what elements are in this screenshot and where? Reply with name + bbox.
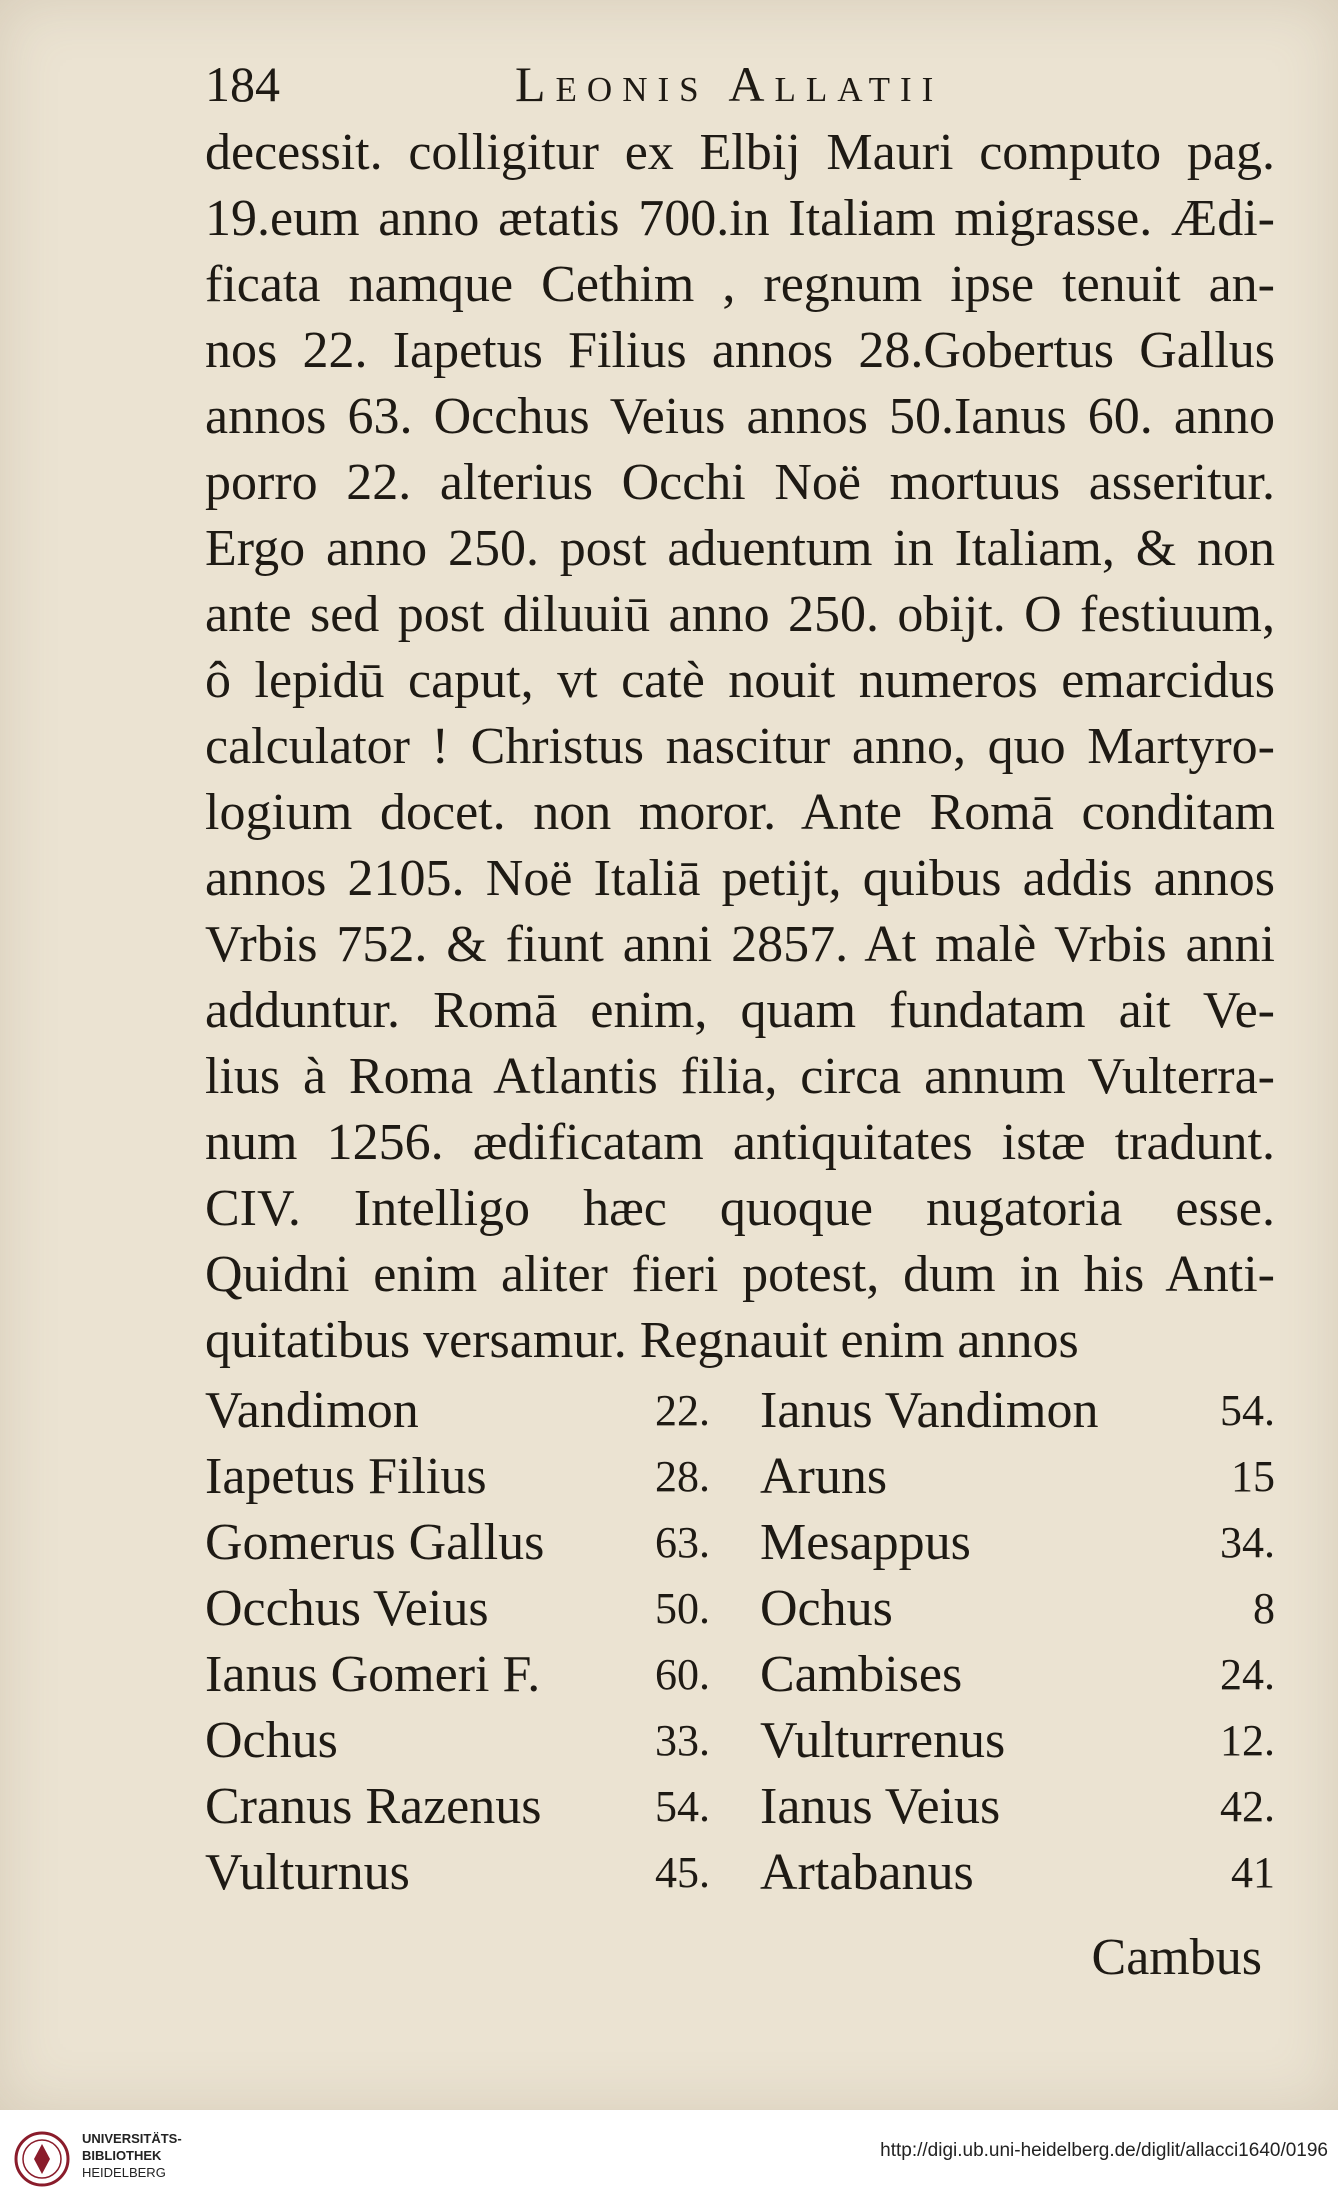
text-line: num 1256. ædificatam antiquitates istæ tradunt. [205,1114,1275,1171]
right-ruler-years: 8 [1253,1584,1275,1633]
right-ruler-years: 15 [1231,1452,1275,1501]
reign-table [205,1378,1275,1906]
text-line: quitatibus versamur. Regnauit enim annos [205,1312,1079,1369]
table-row [205,1708,1275,1774]
table-row [205,1444,1275,1510]
table-row [205,1642,1275,1708]
left-ruler-name: Vulturnus [205,1844,410,1901]
right-ruler-name: Aruns [760,1448,888,1505]
right-ruler-name: Cambises [760,1646,963,1703]
library-line-3: HEIDELBERG [82,2165,166,2180]
left-ruler-name: Ochus [205,1712,338,1769]
table-row [205,1510,1275,1576]
right-ruler-years: 42. [1220,1782,1275,1831]
right-ruler-years: 12. [1220,1716,1275,1765]
left-ruler-years: 54. [655,1782,710,1831]
body-text [205,120,1275,1374]
left-ruler-years: 63. [655,1518,710,1567]
footer [0,2110,1338,2207]
table-row [205,1576,1275,1642]
left-ruler-years: 50. [655,1584,710,1633]
left-ruler-name: Iapetus Filius [205,1448,487,1505]
university-seal-icon [12,2124,72,2194]
text-line: adduntur. Romā enim, quam fundatam ait Ve- [205,982,1275,1039]
left-ruler-name: Ianus Gomeri F. [205,1646,541,1703]
text-line: Ergo anno 250. post aduentum in Italiam, & non [205,520,1275,577]
text-line: ante sed post diluuiū anno 250. obijt. O festiuum, [205,586,1275,643]
text-line: 19.eum anno ætatis 700.in Italiam migrasse. Ædi- [205,190,1275,247]
running-title: Leonis Allatii [515,56,944,112]
table-row [205,1774,1275,1840]
left-ruler-name: Cranus Razenus [205,1778,542,1835]
text-line: logium docet. non moror. Ante Romā conditam [205,784,1275,841]
right-ruler-years: 54. [1220,1386,1275,1435]
table-row [205,1840,1275,1906]
table-row [205,1378,1275,1444]
right-ruler-name: Artabanus [760,1844,974,1901]
left-ruler-name: Vandimon [205,1382,419,1439]
left-ruler-name: Occhus Veius [205,1580,489,1637]
right-ruler-years: 34. [1220,1518,1275,1567]
right-ruler-name: Ianus Veius [760,1778,1001,1835]
right-ruler-years: 41 [1231,1848,1275,1897]
text-line: CIV. Intelligo hæc quoque nugatoria esse. [205,1180,1275,1237]
text-line: ô lepidū caput, vt catè nouit numeros emarcidus [205,652,1275,709]
library-line-2: BIBLIOTHEK [82,2148,162,2163]
text-line: Quidni enim aliter fieri potest, dum in his Anti- [205,1246,1275,1303]
text-line: decessit. colligitur ex Elbij Mauri computo pag. [205,124,1275,181]
right-ruler-name: Ianus Vandimon [760,1382,1099,1439]
right-ruler-years: 24. [1220,1650,1275,1699]
page-number: 184 [205,56,280,112]
text-line: ficata namque Cethim , regnum ipse tenuit an- [205,256,1275,313]
left-ruler-years: 45. [655,1848,710,1897]
page-header [205,55,1268,125]
text-line: Vrbis 752. & fiunt anni 2857. At malè Vrbis anni [205,916,1275,973]
source-url[interactable]: http://digi.ub.uni-heidelberg.de/diglit/allacci1640/0196 [880,2140,1328,2161]
text-line: calculator ! Christus nascitur anno, quo Martyro- [205,718,1275,775]
library-line-1: UNIVERSITÄTS- [82,2131,182,2146]
left-ruler-years: 22. [655,1386,710,1435]
left-ruler-years: 28. [655,1452,710,1501]
text-line: annos 63. Occhus Veius annos 50.Ianus 60. anno [205,388,1275,445]
left-ruler-years: 60. [655,1650,710,1699]
catchword: Cambus [1091,1929,1262,1986]
text-line: nos 22. Iapetus Filius annos 28.Gobertus Gallus [205,322,1275,379]
text-line: porro 22. alterius Occhi Noë mortuus asseritur. [205,454,1275,511]
right-ruler-name: Vulturrenus [760,1712,1006,1769]
library-name [82,2130,182,2181]
text-line: annos 2105. Noë Italiā petijt, quibus addis annos [205,850,1275,907]
left-ruler-years: 33. [655,1716,710,1765]
right-ruler-name: Ochus [760,1580,893,1637]
left-ruler-name: Gomerus Gallus [205,1514,545,1571]
right-ruler-name: Mesappus [760,1514,971,1571]
text-line: lius à Roma Atlantis filia, circa annum Vulterra- [205,1048,1275,1105]
